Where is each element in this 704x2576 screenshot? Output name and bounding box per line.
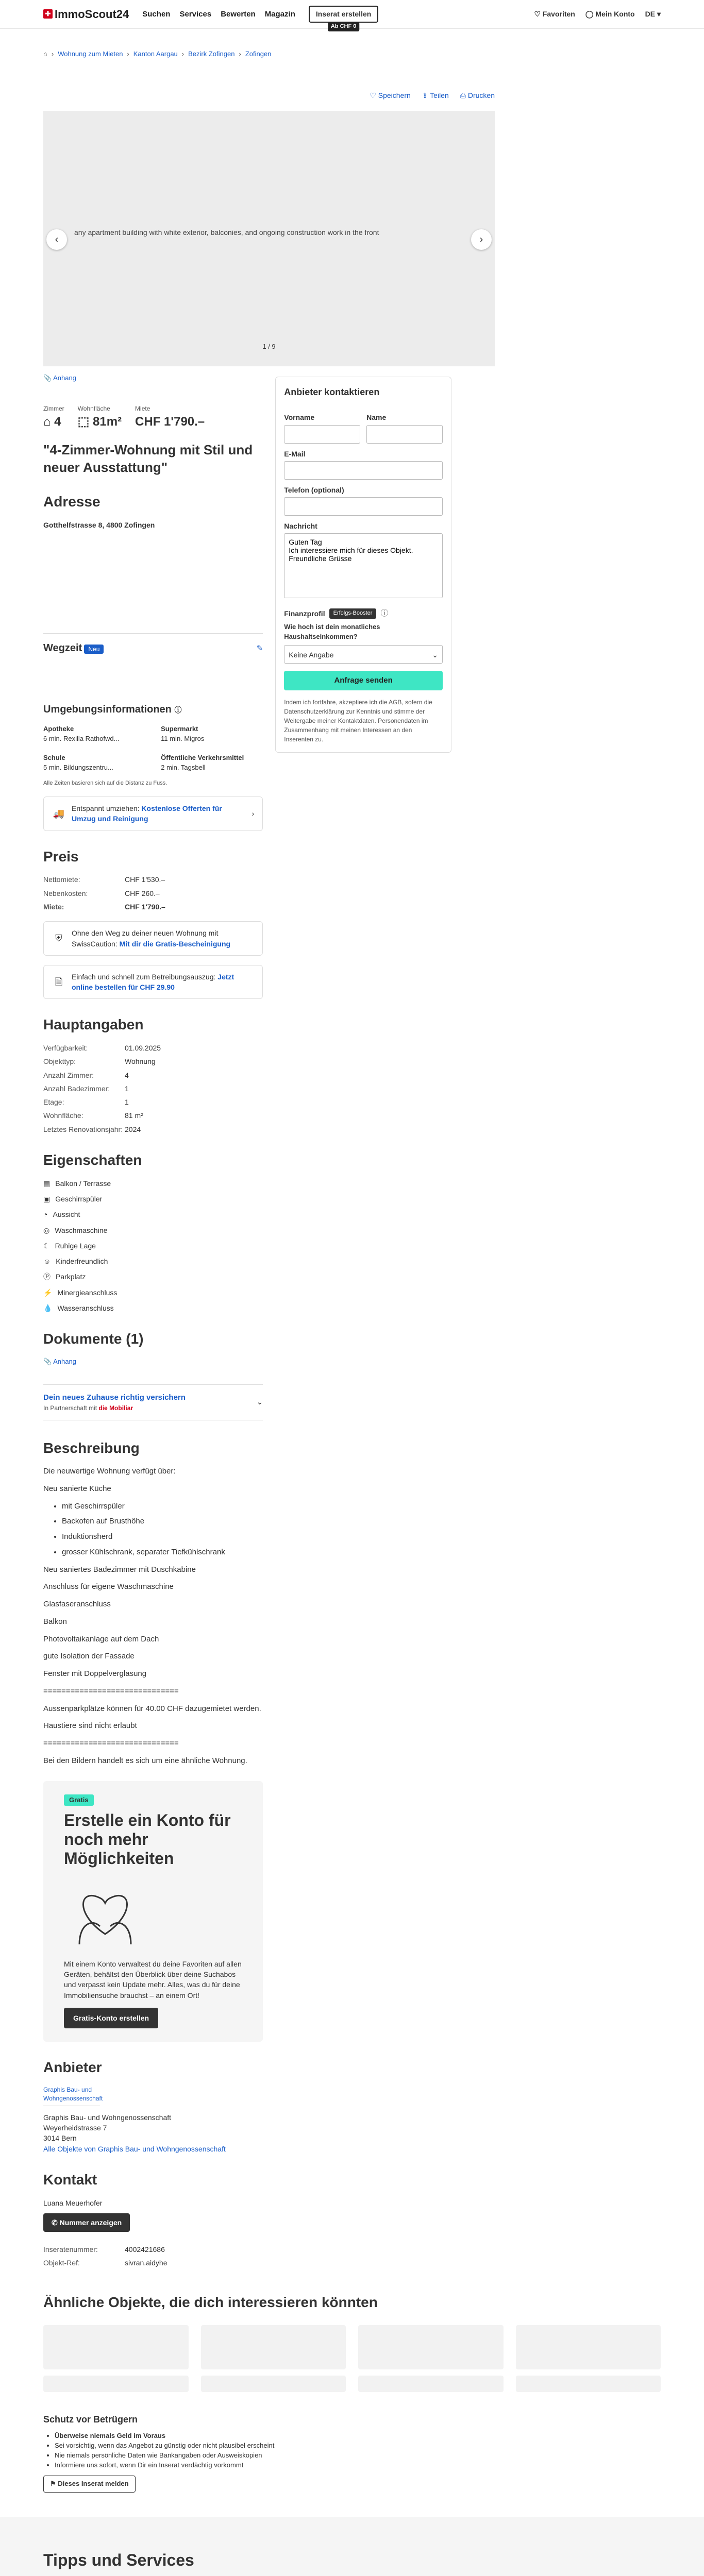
provider-all-listings-link[interactable]: Alle Objekte von Graphis Bau- und Wohngenossenschaft bbox=[43, 2144, 226, 2153]
feature-item: Ⓟ Parkplatz bbox=[43, 1272, 263, 1282]
debt-offer[interactable]: 🗎 Einfach und schnell zum Betreibungsauszug: Jetzt online bestellen für CHF 29.90 bbox=[43, 965, 263, 999]
feature-item: 💧 Wasseranschluss bbox=[43, 1303, 263, 1313]
gratis-badge: Gratis bbox=[64, 1794, 94, 1806]
description-list: • mit Geschirrspüler • Backofen auf Brusthöhe • Induktionsherd • grosser Kühlschrank, separater Tiefkühlschrank bbox=[43, 1501, 263, 1558]
info-icon[interactable]: ⓘ bbox=[380, 609, 389, 618]
dishwasher-icon: ▣ bbox=[43, 1194, 51, 1203]
provider-heading: Anbieter bbox=[43, 2059, 102, 2076]
lastname-input[interactable] bbox=[366, 425, 443, 444]
features-heading: Eigenschaften bbox=[43, 1152, 142, 1168]
gallery-prev-button[interactable]: ‹ bbox=[46, 229, 67, 250]
edit-icon[interactable]: ✎ bbox=[256, 643, 263, 653]
rooms-icon: ⌂ bbox=[43, 414, 55, 429]
cta-badge: Ab CHF 0 bbox=[328, 22, 360, 31]
home-icon[interactable]: ⌂ bbox=[43, 50, 47, 58]
crumb-4[interactable]: Zofingen bbox=[245, 50, 272, 58]
crumb-1[interactable]: Wohnung zum Mieten bbox=[58, 50, 123, 58]
nav-bewerten[interactable]: Bewerten bbox=[221, 9, 256, 19]
email-input[interactable] bbox=[284, 461, 443, 480]
contact-form: Anbieter kontaktieren Vorname Name E-Mail Telefon (optional) Nachricht Guten Tag Ich interessiere mich für dieses Objekt. Freundliche Grüsse Finanzprofil Erfolgs-Booster ⓘ Wie hoch ist dein monatliches Haushaltseinkommen? Keine Angabe ⌄ Anfrage senden Indem ich fortfahre, akzeptiere ich die AGB, sofern die Datenschutzerklärung zur Kenntnis und stimme der Weitergabe meiner Kontaktdaten. Personendaten im Zusammenhang mit meinen Interessen an den Inserenten zu. bbox=[275, 377, 451, 752]
address: Gotthelfstrasse 8, 4800 Zofingen bbox=[43, 520, 155, 529]
view-icon: ◔ bbox=[43, 1210, 48, 1219]
gallery-next-button[interactable]: › bbox=[471, 229, 492, 250]
feature-item: ☾ Ruhige Lage bbox=[43, 1241, 263, 1251]
feature-item: ◔ Aussicht bbox=[43, 1209, 263, 1219]
shield-icon: ⛨ bbox=[55, 933, 62, 944]
washer-icon: ◎ bbox=[43, 1226, 50, 1234]
chevron-down-icon: ⌄ bbox=[432, 650, 438, 659]
phone-icon: ✆ bbox=[52, 2218, 60, 2227]
user-icon: ◯ bbox=[585, 10, 596, 19]
similar-card[interactable] bbox=[516, 2325, 661, 2369]
paperclip-icon: 📎 bbox=[43, 374, 54, 382]
logo[interactable]: ✚ ImmoScout24 bbox=[43, 6, 129, 23]
surroundings-grid: Apotheke 6 min. Rexilla Rathofwd... Supermarkt 11 min. Migros Schule 5 min. Bildungszentru... Öffentliche Verkehrsmittel 2 min. Tagsbell bbox=[43, 725, 244, 771]
header bbox=[0, 0, 704, 29]
price-heading: Preis bbox=[43, 848, 79, 865]
water-icon: 💧 bbox=[43, 1304, 53, 1313]
flag-icon: ⚑ bbox=[50, 2479, 58, 2487]
similar-card[interactable] bbox=[201, 2325, 346, 2369]
energy-icon: ⚡ bbox=[43, 1288, 53, 1297]
nav-magazin[interactable]: Magazin bbox=[264, 9, 295, 19]
income-select[interactable]: Keine Angabe ⌄ bbox=[284, 645, 443, 664]
favorites-link[interactable]: ♡ Favoriten bbox=[534, 10, 575, 19]
insurance-row[interactable]: Dein neues Zuhause richtig versichern In Partnerschaft mit die Mobiliar ⌄ bbox=[43, 1384, 263, 1420]
feature-item: ▤ Balkon / Terrasse bbox=[43, 1178, 263, 1189]
commute-row[interactable]: Wegzeit Neu ✎ bbox=[43, 633, 263, 656]
document-icon: 🗎 bbox=[55, 977, 63, 988]
crumb-3[interactable]: Bezirk Zofingen bbox=[188, 50, 235, 58]
moving-offer[interactable]: 🚚 Entspannt umziehen: Kostenlose Offerten für Umzug und Reinigung › bbox=[43, 796, 263, 831]
quiet-icon: ☾ bbox=[43, 1241, 50, 1250]
parking-icon: Ⓟ bbox=[43, 1273, 51, 1281]
heart-icon: ♡ bbox=[534, 10, 543, 19]
gallery-counter: 1 / 9 bbox=[262, 343, 276, 351]
listing-actions bbox=[0, 59, 704, 111]
surroundings-heading: Umgebungsinformationen ⓘ bbox=[43, 704, 182, 716]
booster-badge: Erfolgs-Booster bbox=[329, 608, 377, 619]
feature-item: ☺ Kinderfreundlich bbox=[43, 1256, 263, 1266]
similar-listings bbox=[0, 2325, 704, 2369]
balcony-icon: ▤ bbox=[43, 1179, 51, 1188]
tips-section: Tipps und Services bbox=[0, 2517, 704, 2576]
hands-heart-illustration bbox=[64, 1877, 146, 1950]
attachment-link[interactable]: 📎 Anhang bbox=[43, 374, 76, 382]
nav-suchen[interactable]: Suchen bbox=[142, 9, 171, 19]
description-heading: Beschreibung bbox=[43, 1439, 140, 1456]
area-icon: ⬚ bbox=[77, 414, 93, 429]
similar-heading: Ähnliche Objekte, die dich interessieren könnten bbox=[43, 2294, 378, 2310]
swiss-cross-icon: ✚ bbox=[43, 9, 53, 19]
firstname-input[interactable] bbox=[284, 425, 360, 444]
send-inquiry-button[interactable]: Anfrage senden bbox=[284, 671, 443, 690]
phone-input[interactable] bbox=[284, 497, 443, 516]
message-textarea[interactable] bbox=[284, 533, 443, 598]
key-facts: Zimmer ⌂ 4 Wohnfläche ⬚ 81m² Miete CHF 1'790.– bbox=[43, 404, 205, 429]
chevron-down-icon: ⌄ bbox=[256, 1397, 263, 1406]
child-icon: ☺ bbox=[43, 1257, 51, 1266]
create-listing-button[interactable]: Inserat erstellen Ab CHF 0 bbox=[309, 6, 378, 22]
image-caption: any apartment building with white exterior, balconies, and ongoing construction work in the front bbox=[74, 227, 464, 238]
similar-card[interactable] bbox=[358, 2325, 504, 2369]
account-link[interactable]: ◯ Mein Konto bbox=[585, 10, 635, 19]
crumb-2[interactable]: Kanton Aargau bbox=[133, 50, 178, 58]
nav-services[interactable]: Services bbox=[179, 9, 212, 19]
similar-card[interactable] bbox=[43, 2325, 189, 2369]
feature-item: ▣ Geschirrspüler bbox=[43, 1194, 263, 1204]
sidebar bbox=[275, 366, 451, 2272]
deposit-offer[interactable]: ⛨ Ohne den Weg zu deiner neuen Wohnung mit SwissCaution: Mit dir die Gratis-Bescheinigung bbox=[43, 921, 263, 956]
contact-heading: Kontakt bbox=[43, 2171, 97, 2188]
create-account-button[interactable]: Gratis-Konto erstellen bbox=[64, 2008, 158, 2028]
address-heading: Adresse bbox=[43, 494, 100, 510]
share-button[interactable]: ⇪ Teilen bbox=[422, 91, 449, 99]
save-button[interactable]: ♡ Speichern bbox=[370, 91, 411, 99]
info-icon[interactable]: ⓘ bbox=[174, 706, 182, 715]
documents-heading: Dokumente (1) bbox=[43, 1331, 144, 1347]
fraud-section: Schutz vor Betrügern • Überweise niemals Geld im Voraus • Sei vorsichtig, wenn das Angebot zu günstig oder nicht plausibel erscheint • Nie niemals persönliche Daten wie Bankangaben oder Ausweiskopien • Informiere uns sofort, wenn Dir ein Inserat verdächtig vorkommt ⚑ Dieses Inserat melden bbox=[0, 2413, 704, 2492]
report-listing-button[interactable]: ⚑ Dieses Inserat melden bbox=[43, 2476, 136, 2493]
main-facts-heading: Hauptangaben bbox=[43, 1016, 144, 1033]
new-badge: Neu bbox=[84, 645, 104, 654]
image-gallery[interactable] bbox=[43, 111, 495, 366]
main-nav bbox=[142, 9, 295, 20]
paperclip-icon: 📎 bbox=[43, 1357, 54, 1365]
main-column: 📎 Anhang Zimmer ⌂ 4 Wohnfläche ⬚ 81m² Miete CHF 1'790.– "4-Zimmer-Wohnung mit Stil und neuer Ausstattung" Adresse Gotthelfstrasse 8, 4800 Zofingen Wegzeit Neu ✎ Umgebungsinformationen ⓘ Apotheke 6 min. Rexilla Rathofwd... Supermarkt 11 min. Migros Schule 5 min. Bildungszentru... Öffentliche Verkehrsmittel 2 min. Tagsbell Alle Zeiten basieren sich auf die Distanz zu Fuss. 🚚 Entspannt umziehen: Kostenlose Offerten für Umzug und Reinigung › Preis Nettomiete: CHF 1'530.– Nebenkosten: CHF 260.– Miete: CHF 1'790.– ⛨ Ohne den Weg zu deiner neuen Wohnung mit SwissCaution: Mit dir die Gratis-Bescheinigung 🗎 Einfach und schnell zum Betreibungsauszug: Jetzt online bestellen für CHF 29.90 Hauptangaben Verfügbarkeit: 01.09.2025 Objekttyp: Wohnung Anzahl Zimmer: 4 Anzahl Badezimmer: 1 Etage: 1 Wohnfläche: 81 m² Letztes Renovationsjahr: 2024 Eigenschaften ▤ Balkon / Terrasse ▣ Geschirrspüler ◔ Aussicht ◎ Waschmaschine ☾ Ruhige Lage ☺ Kinderfreundlich Ⓟ Parkplatz ⚡ Minergieanschluss 💧 Wasseranschluss Dokumente (1) 📎 Anhang Dein neues Zuhause richtig versichern In Partnerschaft mit die Mobiliar ⌄ Beschreibung Die neuwertige Wohnung verfügt über: Neu sanierte Küche • mit Geschirrspüler • Backofen auf Brusthöhe • Induktionsherd • grosser Kühlschrank, separater Tiefkühlschrank Neu saniertes Badezimmer mit Duschkabine Anschluss für eigene Waschmaschine Glasfaseranschluss Balkon Photovoltaikanlage auf dem Dach gute Isolation der Fassade Fenster mit Doppelverglasung ============================== Aussenparkplätze können für 40.00 CHF dazugemietet werden. Haustiere sind nicht erlaubt ============================== Bei den Bildern handelt es sich um eine ähnliche Wohnung. Gratis Erstelle ein Konto für noch mehr Möglichkeiten Mit einem Konto verwaltest du deine Favoriten auf allen Geräten, behältst den Überblick über deine Suchabos und verpasst kein Update mehr. Alles, was du für deine Immobiliensuche brauchst – an einem Ort! Gratis-Konto erstellen Anbieter Graphis Bau- und Wohngenossenschaft Graphis Bau- und Wohngenossenschaft Weyerheidstrasse 7 3014 Bern Alle Objekte von Graphis Bau- und Wohngenossenschaft Kontakt Luana Meuerhofer ✆ Nummer anzeigen Inseratenummer: 4002421686 Objekt-Ref: sivran.aidyhe bbox=[43, 366, 263, 2272]
provider-logo[interactable]: Graphis Bau- und Wohngenossenschaft bbox=[43, 2086, 100, 2106]
account-promo: Gratis Erstelle ein Konto für noch mehr Möglichkeiten Mit einem Konto verwaltest du deine Favoriten auf allen Geräten, behältst den Überblick über deine Suchabos und verpasst kein Update mehr. Alles, was du für deine Immobiliensuche brauchst – an einem Ort! Gratis-Konto erstellen bbox=[43, 1781, 263, 2042]
show-number-button[interactable]: ✆ Nummer anzeigen bbox=[43, 2213, 130, 2232]
mobiliar-logo: die Mobiliar bbox=[98, 1404, 133, 1412]
language-select[interactable]: DE ▾ bbox=[645, 10, 661, 19]
feature-item: ◎ Waschmaschine bbox=[43, 1225, 263, 1235]
truck-icon: 🚚 bbox=[53, 808, 65, 819]
document-link[interactable]: 📎 Anhang bbox=[43, 1357, 76, 1365]
print-button[interactable]: ⎙ Drucken bbox=[460, 91, 495, 99]
feature-item: ⚡ Minergieanschluss bbox=[43, 1287, 263, 1298]
chevron-right-icon: › bbox=[252, 809, 255, 818]
listing-title: "4-Zimmer-Wohnung mit Stil und neuer Ausstattung" bbox=[43, 442, 253, 475]
breadcrumb: ⌂ › Wohnung zum Mieten › Kanton Aargau › Bezirk Zofingen › Zofingen bbox=[0, 29, 704, 59]
